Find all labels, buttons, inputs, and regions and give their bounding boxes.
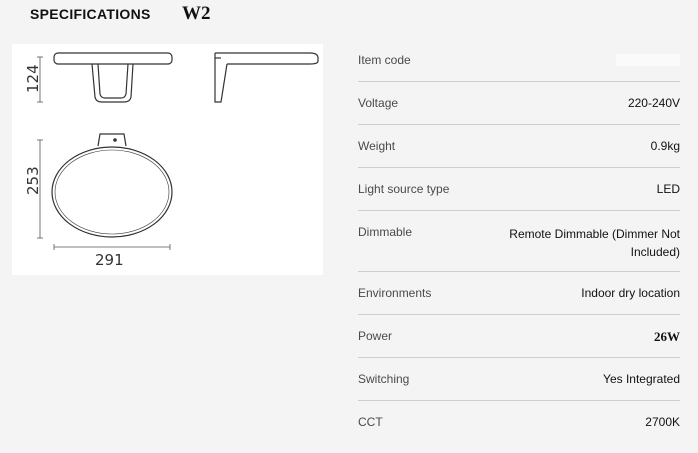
- spec-value: 0.9kg: [650, 139, 680, 153]
- spec-row-power: [358, 315, 680, 358]
- spec-value: [616, 39, 680, 69]
- drawing-svg: [12, 44, 323, 275]
- spec-table: [358, 39, 680, 444]
- spec-label: CCT: [358, 415, 383, 429]
- spec-value: Indoor dry location: [581, 286, 680, 300]
- front-view-top-plate: [54, 53, 172, 64]
- side-view: [215, 53, 318, 102]
- spec-value: LED: [656, 182, 680, 196]
- spec-row-item-code: [358, 39, 680, 82]
- spec-value: 26W: [654, 329, 680, 344]
- top-view: [52, 134, 172, 237]
- spec-label: Power: [358, 329, 393, 343]
- spec-row-light-source: [358, 168, 680, 211]
- spec-row-dimmable: [358, 211, 680, 272]
- technical-drawing: [12, 44, 323, 275]
- spec-label: Switching: [358, 372, 410, 386]
- spec-row-weight: [358, 125, 680, 168]
- spec-label: Environments: [358, 286, 432, 300]
- spec-value: Remote Dimmable (Dimmer Not Included): [509, 227, 680, 259]
- top-view-body: [52, 147, 172, 237]
- front-view-bracket-inner: [98, 64, 128, 98]
- item-code-value: [616, 54, 680, 66]
- width-label: 291: [95, 251, 124, 269]
- spec-value: 220-240V: [627, 96, 680, 110]
- model-name: W2: [182, 3, 211, 24]
- spec-label: Weight: [358, 139, 396, 153]
- spec-row-voltage: [358, 82, 680, 125]
- side-view-mount: [215, 53, 227, 102]
- spec-label: Voltage: [358, 96, 399, 110]
- spec-row-cct: [358, 401, 680, 444]
- spec-label: Dimmable: [358, 225, 413, 239]
- spec-row-environments: [358, 272, 680, 315]
- width-dimension: [54, 244, 170, 250]
- spec-value: 2700K: [645, 415, 680, 429]
- spec-label: Item code: [358, 53, 411, 67]
- spec-row-switching: [358, 358, 680, 401]
- spec-label: Light source type: [358, 182, 450, 196]
- side-view-plate: [215, 53, 318, 64]
- spec-value: Yes Integrated: [603, 372, 680, 386]
- depth-label: 253: [24, 166, 42, 195]
- front-view: [54, 53, 172, 102]
- height-label: 124: [24, 64, 42, 93]
- section-title: SPECIFICATIONS: [30, 6, 151, 22]
- top-view-mount: [98, 134, 126, 146]
